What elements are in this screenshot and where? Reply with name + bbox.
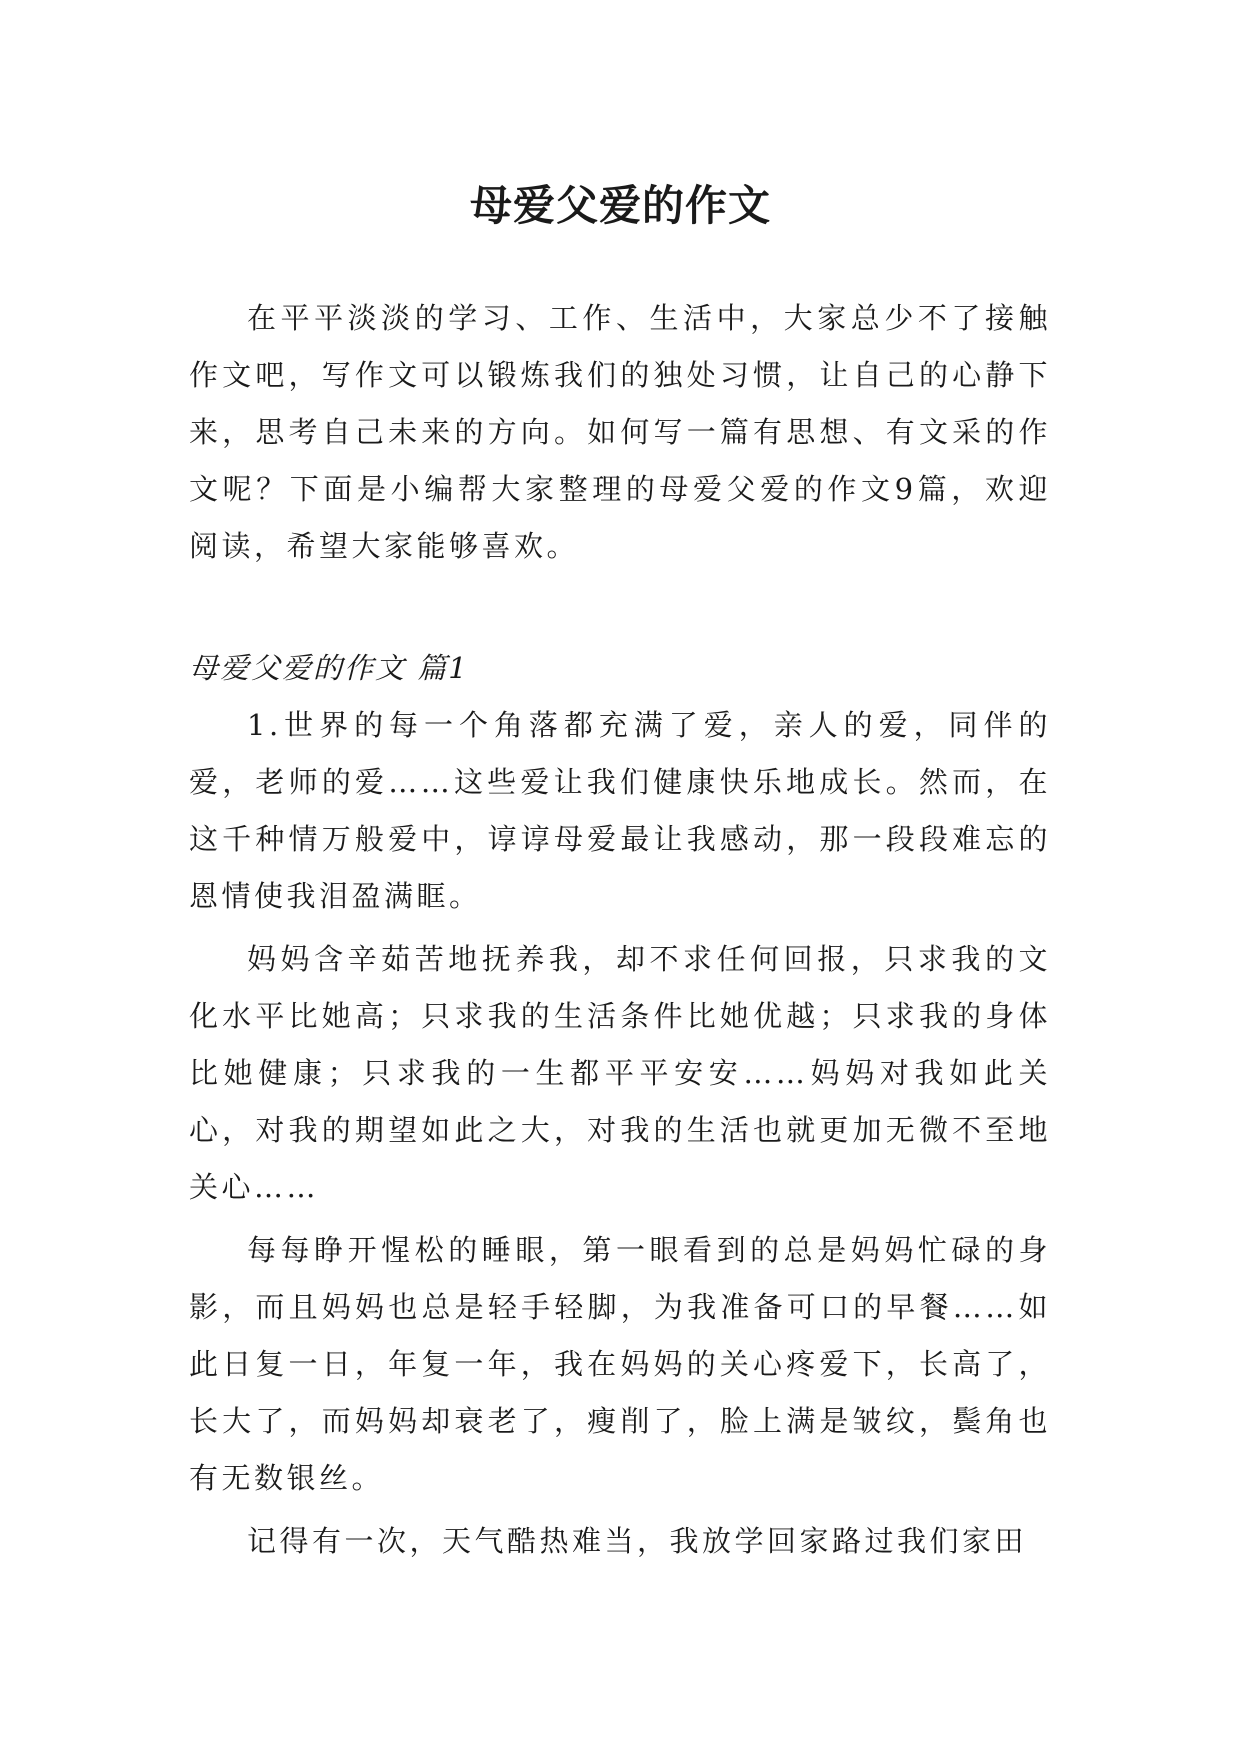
body-paragraph-2: 妈妈含辛茹苦地抚养我，却不求任何回报，只求我的文化水平比她高；只求我的生活条件比她优越；只求我的身体比她健康；只求我的一生都平平安安……妈妈对我如此关心，对我的期望如此之大，对我的生活也就更加无微不至地关心…… <box>189 942 1051 1204</box>
intro-paragraph: 在平平淡淡的学习、工作、生活中，大家总少不了接触作文吧，写作文可以锻炼我们的独处习惯，让自己的心静下来，思考自己未来的方向。如何写一篇有思想、有文采的作文呢？下面是小编帮大家整理的母爱父爱的作文9篇，欢迎阅读，希望大家能够喜欢。 <box>189 301 1051 563</box>
section-heading: 母爱父爱的作文 篇1 <box>189 651 469 685</box>
body-paragraph-1: 1.世界的每一个角落都充满了爱，亲人的爱，同伴的爱，老师的爱……这些爱让我们健康快乐地成长。然而，在这千种情万般爱中，谆谆母爱最让我感动，那一段段难忘的恩情使我泪盈满眶。 <box>189 708 1051 913</box>
body-paragraph-4: 记得有一次，天气酷热难当，我放学回家路过我们家田 <box>247 1524 1028 1558</box>
document-body <box>189 290 1051 1570</box>
document-title: 母爱父爱的作文 <box>469 181 771 231</box>
body-paragraph-3: 每每睁开惺松的睡眼，第一眼看到的总是妈妈忙碌的身影，而且妈妈也总是轻手轻脚，为我准备可口的早餐……如此日复一日，年复一年，我在妈妈的关心疼爱下，长高了，长大了，而妈妈却衰老了，瘦削了，脸上满是皱纹，鬓角也有无数银丝。 <box>189 1233 1051 1495</box>
